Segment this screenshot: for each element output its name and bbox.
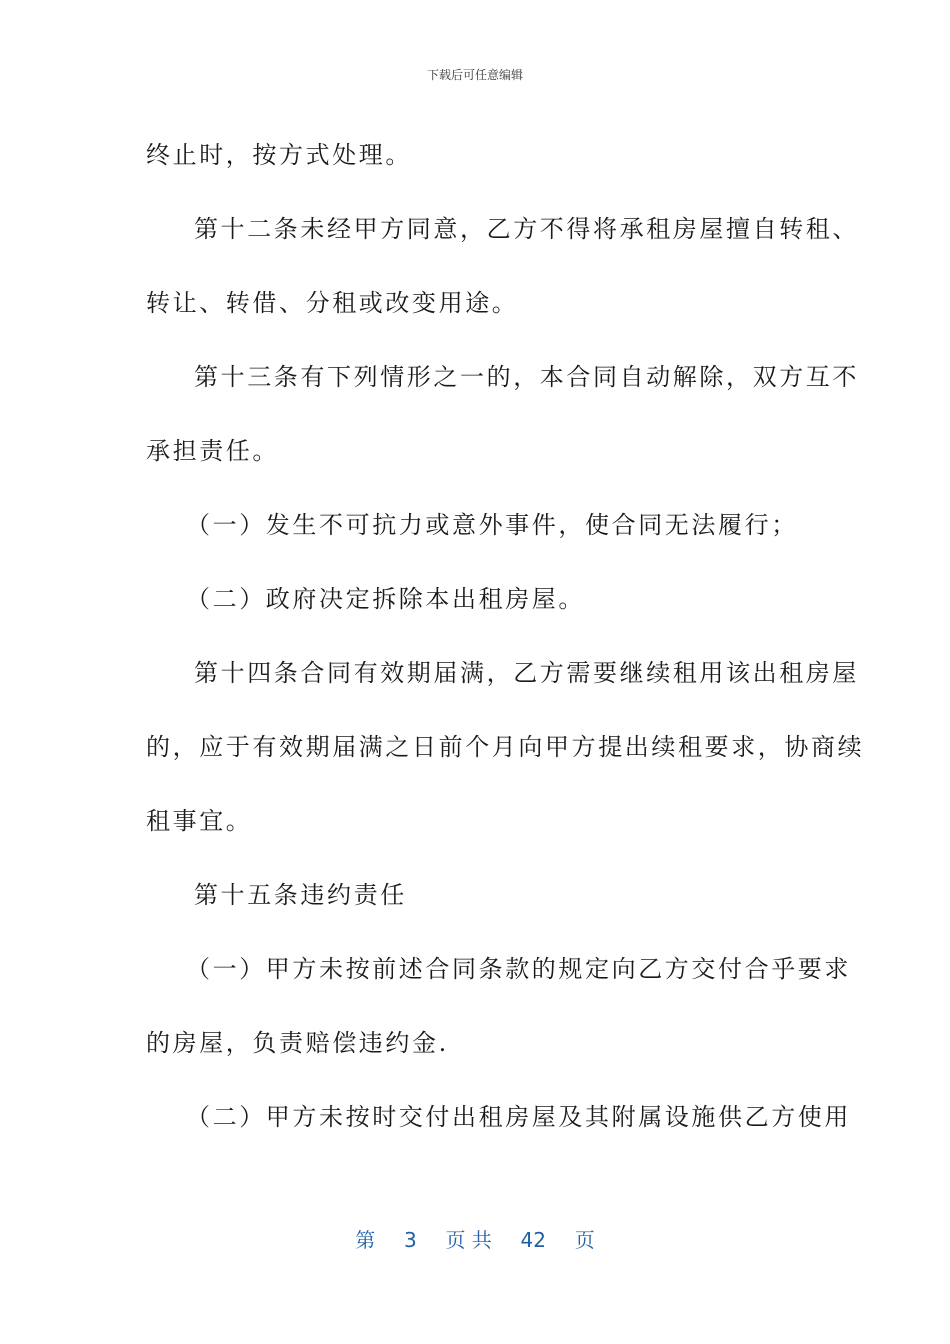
footer-middle: 页 共 <box>445 1228 492 1252</box>
text-line: 转让、转借、分租或改变用途。 <box>146 289 519 317</box>
footer-suffix: 页 <box>574 1228 595 1252</box>
footer-prefix: 第 <box>355 1228 376 1252</box>
text-line: （二）甲方未按时交付出租房屋及其附属设施供乙方使用 <box>186 1103 851 1131</box>
text-line: 第十二条未经甲方同意，乙方不得将承租房屋擅自转租、 <box>194 215 859 243</box>
text-line: 租事宜。 <box>146 807 253 835</box>
text-line: 承担责任。 <box>146 437 279 465</box>
current-page-number: 3 <box>404 1228 417 1252</box>
document-body <box>146 118 865 1154</box>
text-line: 第十五条违约责任 <box>194 881 407 909</box>
text-line: （二）政府决定拆除本出租房屋。 <box>186 585 585 613</box>
page-footer <box>0 1224 950 1253</box>
total-page-count: 42 <box>520 1228 546 1252</box>
text-line: （一）发生不可抗力或意外事件，使合同无法履行； <box>186 511 798 539</box>
text-line: （一）甲方未按前述合同条款的规定向乙方交付合乎要求 <box>186 955 851 983</box>
text-line: 终止时，按方式处理。 <box>146 141 412 169</box>
text-line: 第十四条合同有效期届满，乙方需要继续租用该出租房屋 <box>194 659 859 687</box>
header-note: 下载后可任意编辑 <box>426 68 523 82</box>
text-line: 第十三条有下列情形之一的，本合同自动解除，双方互不 <box>194 363 859 391</box>
text-line: 的，应于有效期届满之日前个月向甲方提出续租要求，协商续 <box>146 733 865 761</box>
text-line: 的房屋，负责赔偿违约金. <box>146 1029 449 1057</box>
